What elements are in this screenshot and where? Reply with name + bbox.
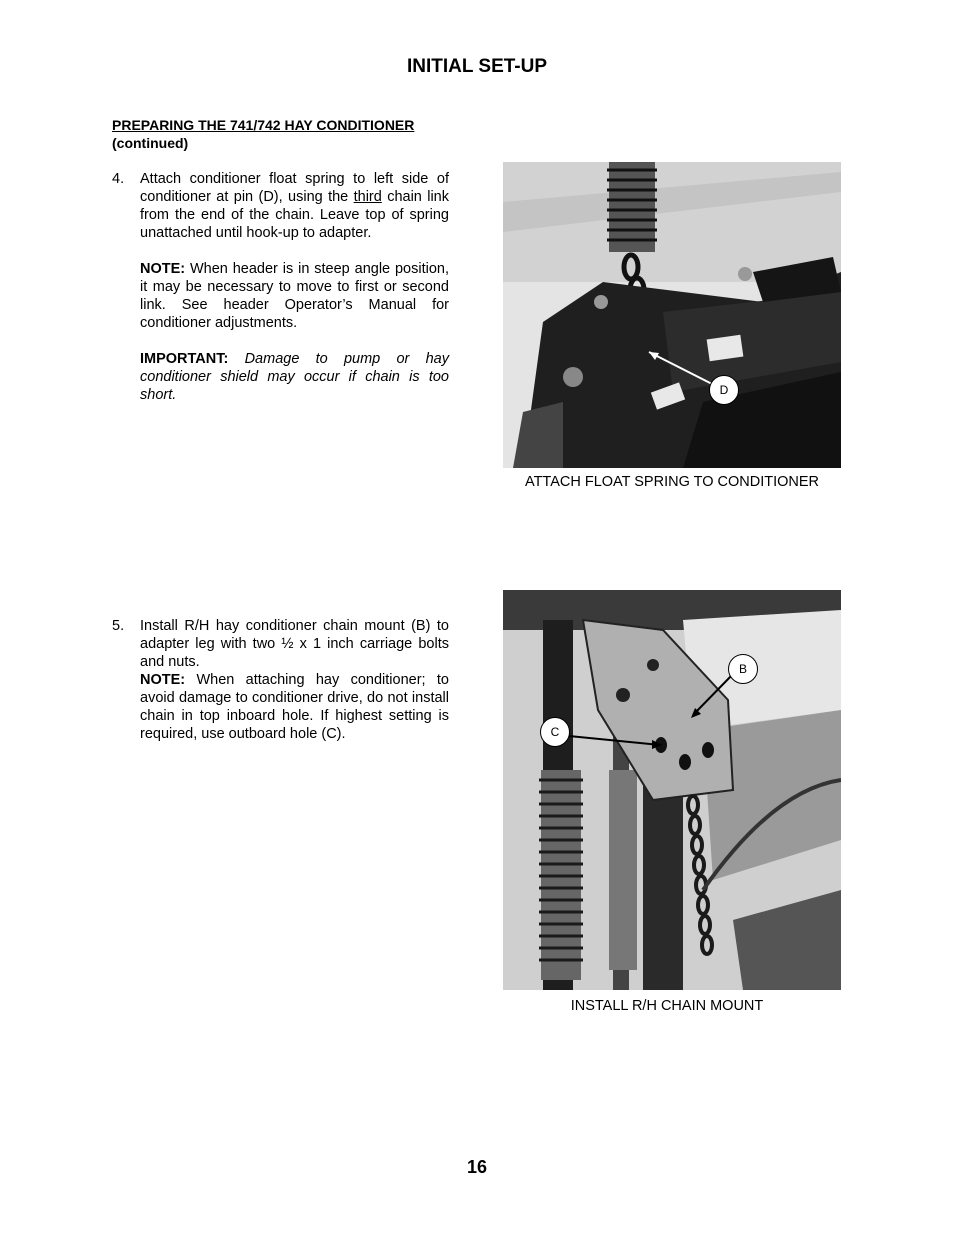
- page-title: INITIAL SET-UP: [406, 56, 548, 77]
- step-4-important: [140, 350, 449, 404]
- note-label: NOTE:: [140, 261, 186, 277]
- step-4-number: 4.: [112, 171, 125, 187]
- step-5-number: 5.: [112, 618, 125, 634]
- note-text: When attaching hay conditioner; to avoid damage to conditioner drive, do not install chain in top inboard hole. If highest setting is required, use outboard hole (C).: [140, 672, 449, 742]
- note-label: NOTE:: [140, 672, 186, 688]
- step-5: [112, 617, 449, 743]
- step-5-note: [140, 671, 449, 743]
- figure-1-caption: ATTACH FLOAT SPRING TO CONDITIONER: [524, 474, 820, 490]
- callout-d: D: [709, 375, 739, 405]
- section-heading: [112, 116, 452, 152]
- step-4-instruction: [140, 170, 449, 242]
- figure-2-caption: INSTALL R/H CHAIN MOUNT: [570, 998, 764, 1014]
- step-4-underlined-word: third: [353, 189, 382, 205]
- float-spring-photo: [503, 162, 841, 468]
- step-4-note: [140, 260, 449, 332]
- page-number: 16: [466, 1157, 488, 1177]
- chain-mount-photo: [503, 590, 841, 990]
- step-4-text-b: chain link from the end of the chain. Leave top of spring unattached until hook-up to adapter.: [140, 189, 449, 241]
- callout-c: C: [540, 717, 570, 747]
- step-5-instruction: Install R/H hay conditioner chain mount (B) to adapter leg with two ½ x 1 inch carriage bolts and nuts.: [140, 618, 449, 670]
- important-text: Damage to pump or hay conditioner shield may occur if chain is too short.: [140, 351, 449, 403]
- callout-b: B: [728, 654, 758, 684]
- section-heading-continued: (continued): [112, 135, 189, 151]
- note-text: When header is in steep angle position, it may be necessary to move to first or second link. See header Operator’s Manual for conditioner adjustments.: [140, 261, 449, 331]
- section-heading-title: PREPARING THE 741/742 HAY CONDITIONER: [112, 117, 415, 133]
- step-4-text-a: Attach conditioner float spring to left side of conditioner at pin (D), using the: [140, 171, 449, 205]
- step-4: [112, 170, 449, 404]
- important-label: IMPORTANT:: [140, 351, 229, 367]
